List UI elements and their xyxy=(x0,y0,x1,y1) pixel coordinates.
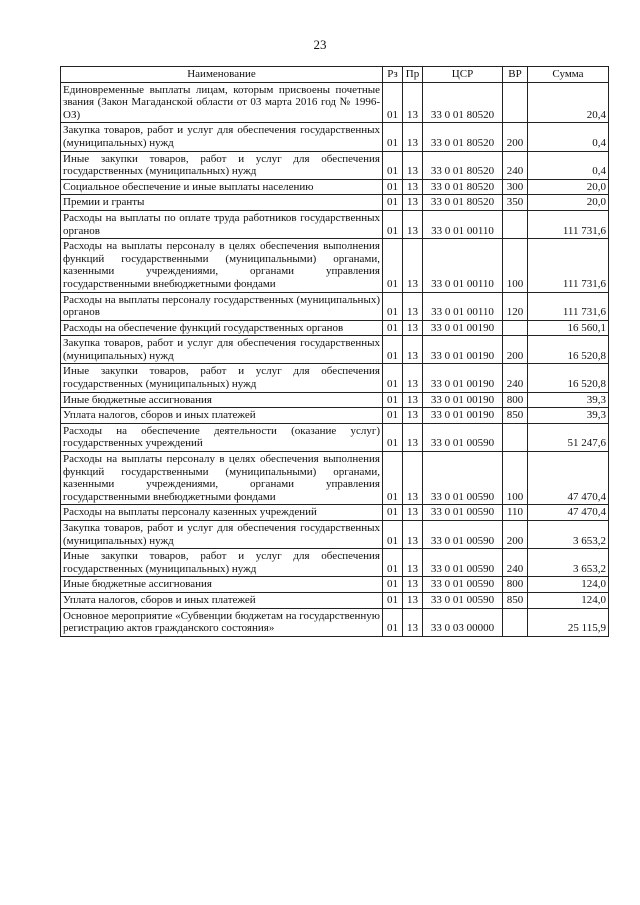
table-body xyxy=(61,82,609,636)
table-row xyxy=(61,210,609,238)
row-pr: 13 xyxy=(403,521,423,549)
row-name: Уплата налогов, сборов и иных платежей xyxy=(61,592,383,608)
row-name: Расходы на обеспечение деятельности (оказание услуг) государственных учреждений xyxy=(61,423,383,451)
row-pr: 13 xyxy=(403,423,423,451)
row-pr: 13 xyxy=(403,179,423,195)
table-row xyxy=(61,320,609,336)
row-pr: 13 xyxy=(403,320,423,336)
row-pr: 13 xyxy=(403,549,423,577)
row-sum: 47 470,4 xyxy=(528,505,609,521)
row-rz: 01 xyxy=(383,336,403,364)
table-row xyxy=(61,151,609,179)
table-row xyxy=(61,452,609,505)
row-csr: 33 0 01 00590 xyxy=(423,577,503,593)
row-vr: 200 xyxy=(503,123,528,151)
row-sum: 111 731,6 xyxy=(528,210,609,238)
row-sum: 25 115,9 xyxy=(528,608,609,636)
row-name: Расходы на выплаты персоналу в целях обеспечения выполнения функций государственными (муниципальными) органами, казенными учреждениями, органами управления государственными внебюджетными фондами xyxy=(61,452,383,505)
row-name: Иные бюджетные ассигнования xyxy=(61,392,383,408)
row-pr: 13 xyxy=(403,123,423,151)
row-vr: 300 xyxy=(503,179,528,195)
row-rz: 01 xyxy=(383,123,403,151)
row-sum: 20,0 xyxy=(528,179,609,195)
row-sum: 0,4 xyxy=(528,151,609,179)
row-rz: 01 xyxy=(383,151,403,179)
row-vr: 240 xyxy=(503,151,528,179)
row-pr: 13 xyxy=(403,336,423,364)
row-rz: 01 xyxy=(383,505,403,521)
header-row xyxy=(61,67,609,83)
row-rz: 01 xyxy=(383,592,403,608)
row-sum: 124,0 xyxy=(528,577,609,593)
row-sum: 124,0 xyxy=(528,592,609,608)
row-pr: 13 xyxy=(403,577,423,593)
header-pr: Пр xyxy=(403,67,423,83)
row-csr: 33 0 01 00190 xyxy=(423,408,503,424)
row-csr: 33 0 01 00110 xyxy=(423,292,503,320)
row-name: Иные закупки товаров, работ и услуг для обеспечения государственных (муниципальных) нужд xyxy=(61,151,383,179)
row-sum: 47 470,4 xyxy=(528,452,609,505)
row-sum: 16 520,8 xyxy=(528,336,609,364)
row-name: Иные закупки товаров, работ и услуг для обеспечения государственных (муниципальных) нужд xyxy=(61,364,383,392)
row-name: Закупка товаров, работ и услуг для обеспечения государственных (муниципальных) нужд xyxy=(61,521,383,549)
row-rz: 01 xyxy=(383,292,403,320)
row-vr xyxy=(503,608,528,636)
row-rz: 01 xyxy=(383,320,403,336)
row-name: Социальное обеспечение и иные выплаты населению xyxy=(61,179,383,195)
row-sum: 20,0 xyxy=(528,195,609,211)
row-csr: 33 0 01 00190 xyxy=(423,336,503,364)
row-sum: 16 520,8 xyxy=(528,364,609,392)
row-pr: 13 xyxy=(403,292,423,320)
table-row xyxy=(61,592,609,608)
row-csr: 33 0 01 80520 xyxy=(423,123,503,151)
table-row xyxy=(61,239,609,292)
row-name: Расходы на выплаты персоналу в целях обеспечения выполнения функций государственными (муниципальными) органами, казенными учреждениями, органами управления государственными внебюджетными фондами xyxy=(61,239,383,292)
row-csr: 33 0 01 00590 xyxy=(423,505,503,521)
row-vr xyxy=(503,210,528,238)
row-vr: 350 xyxy=(503,195,528,211)
row-name: Единовременные выплаты лицам, которым присвоены почетные звания (Закон Магаданской области от 03 марта 2016 год № 1996-ОЗ) xyxy=(61,82,383,123)
row-csr: 33 0 03 00000 xyxy=(423,608,503,636)
row-name: Расходы на выплаты по оплате труда работников государственных органов xyxy=(61,210,383,238)
row-rz: 01 xyxy=(383,408,403,424)
header-csr: ЦСР xyxy=(423,67,503,83)
row-csr: 33 0 01 00590 xyxy=(423,452,503,505)
row-csr: 33 0 01 00110 xyxy=(423,210,503,238)
row-csr: 33 0 01 00590 xyxy=(423,592,503,608)
row-csr: 33 0 01 00190 xyxy=(423,364,503,392)
row-pr: 13 xyxy=(403,239,423,292)
table-row xyxy=(61,364,609,392)
row-vr: 200 xyxy=(503,336,528,364)
row-rz: 01 xyxy=(383,179,403,195)
row-vr xyxy=(503,423,528,451)
row-name: Иные закупки товаров, работ и услуг для обеспечения государственных (муниципальных) нужд xyxy=(61,549,383,577)
row-pr: 13 xyxy=(403,82,423,123)
table-row xyxy=(61,423,609,451)
row-name: Премии и гранты xyxy=(61,195,383,211)
row-vr: 850 xyxy=(503,592,528,608)
row-pr: 13 xyxy=(403,151,423,179)
row-pr: 13 xyxy=(403,364,423,392)
row-rz: 01 xyxy=(383,549,403,577)
row-name: Закупка товаров, работ и услуг для обеспечения государственных (муниципальных) нужд xyxy=(61,336,383,364)
row-csr: 33 0 01 80520 xyxy=(423,82,503,123)
row-rz: 01 xyxy=(383,392,403,408)
row-vr xyxy=(503,82,528,123)
row-csr: 33 0 01 80520 xyxy=(423,195,503,211)
table-row xyxy=(61,505,609,521)
row-rz: 01 xyxy=(383,239,403,292)
table-row xyxy=(61,195,609,211)
header-vr: ВР xyxy=(503,67,528,83)
table-header xyxy=(61,67,609,83)
row-csr: 33 0 01 00590 xyxy=(423,521,503,549)
table-row xyxy=(61,82,609,123)
row-vr: 200 xyxy=(503,521,528,549)
row-pr: 13 xyxy=(403,195,423,211)
row-rz: 01 xyxy=(383,521,403,549)
row-name: Иные бюджетные ассигнования xyxy=(61,577,383,593)
row-vr: 100 xyxy=(503,452,528,505)
row-csr: 33 0 01 80520 xyxy=(423,151,503,179)
row-pr: 13 xyxy=(403,392,423,408)
table-row xyxy=(61,608,609,636)
row-rz: 01 xyxy=(383,210,403,238)
row-name: Уплата налогов, сборов и иных платежей xyxy=(61,408,383,424)
row-sum: 111 731,6 xyxy=(528,292,609,320)
row-rz: 01 xyxy=(383,577,403,593)
page-number: 23 xyxy=(313,37,327,52)
row-pr: 13 xyxy=(403,210,423,238)
table-row xyxy=(61,336,609,364)
row-rz: 01 xyxy=(383,423,403,451)
row-sum: 3 653,2 xyxy=(528,549,609,577)
row-sum: 111 731,6 xyxy=(528,239,609,292)
table-row xyxy=(61,392,609,408)
row-pr: 13 xyxy=(403,452,423,505)
row-rz: 01 xyxy=(383,82,403,123)
row-pr: 13 xyxy=(403,505,423,521)
row-vr: 120 xyxy=(503,292,528,320)
row-vr: 850 xyxy=(503,408,528,424)
row-name: Расходы на выплаты персоналу казенных учреждений xyxy=(61,505,383,521)
row-name: Расходы на обеспечение функций государственных органов xyxy=(61,320,383,336)
table-row xyxy=(61,408,609,424)
row-vr: 240 xyxy=(503,549,528,577)
row-pr: 13 xyxy=(403,608,423,636)
row-csr: 33 0 01 00190 xyxy=(423,392,503,408)
table-row xyxy=(61,292,609,320)
row-csr: 33 0 01 00590 xyxy=(423,549,503,577)
row-sum: 3 653,2 xyxy=(528,521,609,549)
row-vr: 100 xyxy=(503,239,528,292)
row-sum: 0,4 xyxy=(528,123,609,151)
row-sum: 20,4 xyxy=(528,82,609,123)
row-sum: 16 560,1 xyxy=(528,320,609,336)
row-sum: 39,3 xyxy=(528,392,609,408)
row-name: Расходы на выплаты персоналу государственных (муниципальных) органов xyxy=(61,292,383,320)
row-vr: 110 xyxy=(503,505,528,521)
table-row xyxy=(61,123,609,151)
row-vr: 240 xyxy=(503,364,528,392)
row-csr: 33 0 01 00110 xyxy=(423,239,503,292)
row-csr: 33 0 01 00190 xyxy=(423,320,503,336)
header-sum: Сумма xyxy=(528,67,609,83)
budget-table xyxy=(60,66,609,637)
row-sum: 39,3 xyxy=(528,408,609,424)
header-name: Наименование xyxy=(61,67,383,83)
row-name: Закупка товаров, работ и услуг для обеспечения государственных (муниципальных) нужд xyxy=(61,123,383,151)
row-vr: 800 xyxy=(503,577,528,593)
row-rz: 01 xyxy=(383,195,403,211)
table-row xyxy=(61,521,609,549)
row-sum: 51 247,6 xyxy=(528,423,609,451)
row-name: Основное мероприятие «Субвенции бюджетам на государственную регистрацию актов гражданского состояния» xyxy=(61,608,383,636)
row-rz: 01 xyxy=(383,608,403,636)
row-csr: 33 0 01 00590 xyxy=(423,423,503,451)
table-row xyxy=(61,549,609,577)
row-vr: 800 xyxy=(503,392,528,408)
table-row xyxy=(61,179,609,195)
row-pr: 13 xyxy=(403,592,423,608)
table-row xyxy=(61,577,609,593)
header-rz: Рз xyxy=(383,67,403,83)
row-csr: 33 0 01 80520 xyxy=(423,179,503,195)
row-vr xyxy=(503,320,528,336)
row-pr: 13 xyxy=(403,408,423,424)
row-rz: 01 xyxy=(383,452,403,505)
row-rz: 01 xyxy=(383,364,403,392)
